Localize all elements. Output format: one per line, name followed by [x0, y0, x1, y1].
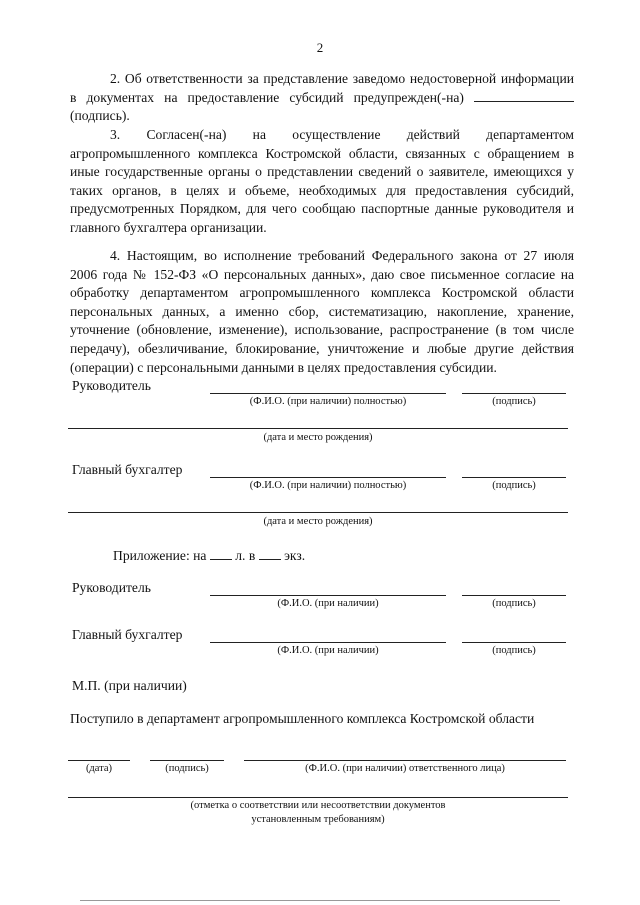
- head-sign-line: [462, 393, 566, 394]
- received-date-caption: (дата): [85, 763, 113, 774]
- head-label: Руководитель: [72, 378, 151, 393]
- attachment-prefix: Приложение: на: [113, 548, 207, 563]
- attachment-suffix: экз.: [284, 548, 306, 563]
- accountant-fio-line-2: [210, 642, 446, 643]
- paragraph-liability-text: 2. Об ответственности за представление заведомо недостоверной информации в документах на предоставление субсидий предупрежден(-на): [70, 71, 574, 105]
- head-fio-caption-2: (Ф.И.О. (при наличии): [277, 598, 379, 609]
- paragraph-consent-personal-data: 4. Настоящим, во исполнение требований Федерального закона от 27 июля 2006 года № 152-ФЗ «О персональных данных», даю свое письменное согласие на обработку департаментом агропромышленного комплекса Костромской области персональных данных, а именно сбор, систематизацию, накопление, хранение, уточнение (обновление, изменение), использование, распространение (в том числе передачу), обезличивание, блокирование, уничтожение и любые другие действия (операции) с персональными данными в целях предоставления субсидии.: [70, 248, 574, 375]
- head-sign-line-2: [462, 595, 566, 596]
- received-fio-caption: (Ф.И.О. (при наличии) ответственного лица): [305, 763, 505, 774]
- accountant-birth-line: [68, 512, 568, 513]
- paragraph-consent-requests: 3. Согласен(-на) на осуществление действий департаментом агропромышленного комплекса Костромской области, связанных с обращением в иные государственные органы о представлении сведений о заявителе, имеющихся у таких органов, в целях и объеме, необходимых для предоставления субсидий, предусмотренных Порядком, для чего сообщаю паспортные данные руководителя и главного бухгалтера организации.: [70, 127, 574, 235]
- head-fio-line: [210, 393, 446, 394]
- accountant-label: Главный бухгалтер: [72, 462, 183, 477]
- received-text: Поступило в департамент агропромышленного комплекса Костромской области: [70, 711, 535, 726]
- received-date-line: [68, 760, 130, 761]
- attachment-middle: л. в: [235, 548, 256, 563]
- paragraph-liability: [70, 70, 574, 126]
- compliance-line: [68, 797, 568, 798]
- accountant-birth-caption: (дата и место рождения): [263, 516, 373, 527]
- footer-rule: [80, 900, 560, 901]
- signature-label: (подпись).: [70, 108, 130, 124]
- head-fio-line-2: [210, 595, 446, 596]
- head-birth-caption: (дата и место рождения): [263, 432, 373, 443]
- received-sign-line: [150, 760, 224, 761]
- head-sign-caption-2: (подпись): [492, 598, 536, 609]
- page-number: 2: [316, 40, 324, 55]
- attachment-line: [113, 547, 305, 564]
- stamp-label: М.П. (при наличии): [72, 678, 187, 693]
- copies-blank: [259, 547, 281, 560]
- head-birth-line: [68, 428, 568, 429]
- head-fio-caption: (Ф.И.О. (при наличии) полностью): [249, 396, 407, 407]
- head-label-2: Руководитель: [72, 580, 151, 595]
- accountant-fio-line: [210, 477, 446, 478]
- accountant-sign-line-2: [462, 642, 566, 643]
- accountant-sign-caption-2: (подпись): [492, 645, 536, 656]
- accountant-sign-line: [462, 477, 566, 478]
- accountant-fio-caption: (Ф.И.О. (при наличии) полностью): [249, 480, 407, 491]
- signature-blank: [474, 89, 574, 102]
- head-sign-caption: (подпись): [492, 396, 536, 407]
- accountant-label-2: Главный бухгалтер: [72, 627, 183, 642]
- accountant-fio-caption-2: (Ф.И.О. (при наличии): [277, 645, 379, 656]
- compliance-caption-2: установленным требованиям): [251, 814, 385, 825]
- received-sign-caption: (подпись): [165, 763, 209, 774]
- compliance-caption-1: (отметка о соответствии или несоответствии документов: [190, 800, 446, 811]
- sheets-blank: [210, 547, 232, 560]
- received-fio-line: [244, 760, 566, 761]
- accountant-sign-caption: (подпись): [492, 480, 536, 491]
